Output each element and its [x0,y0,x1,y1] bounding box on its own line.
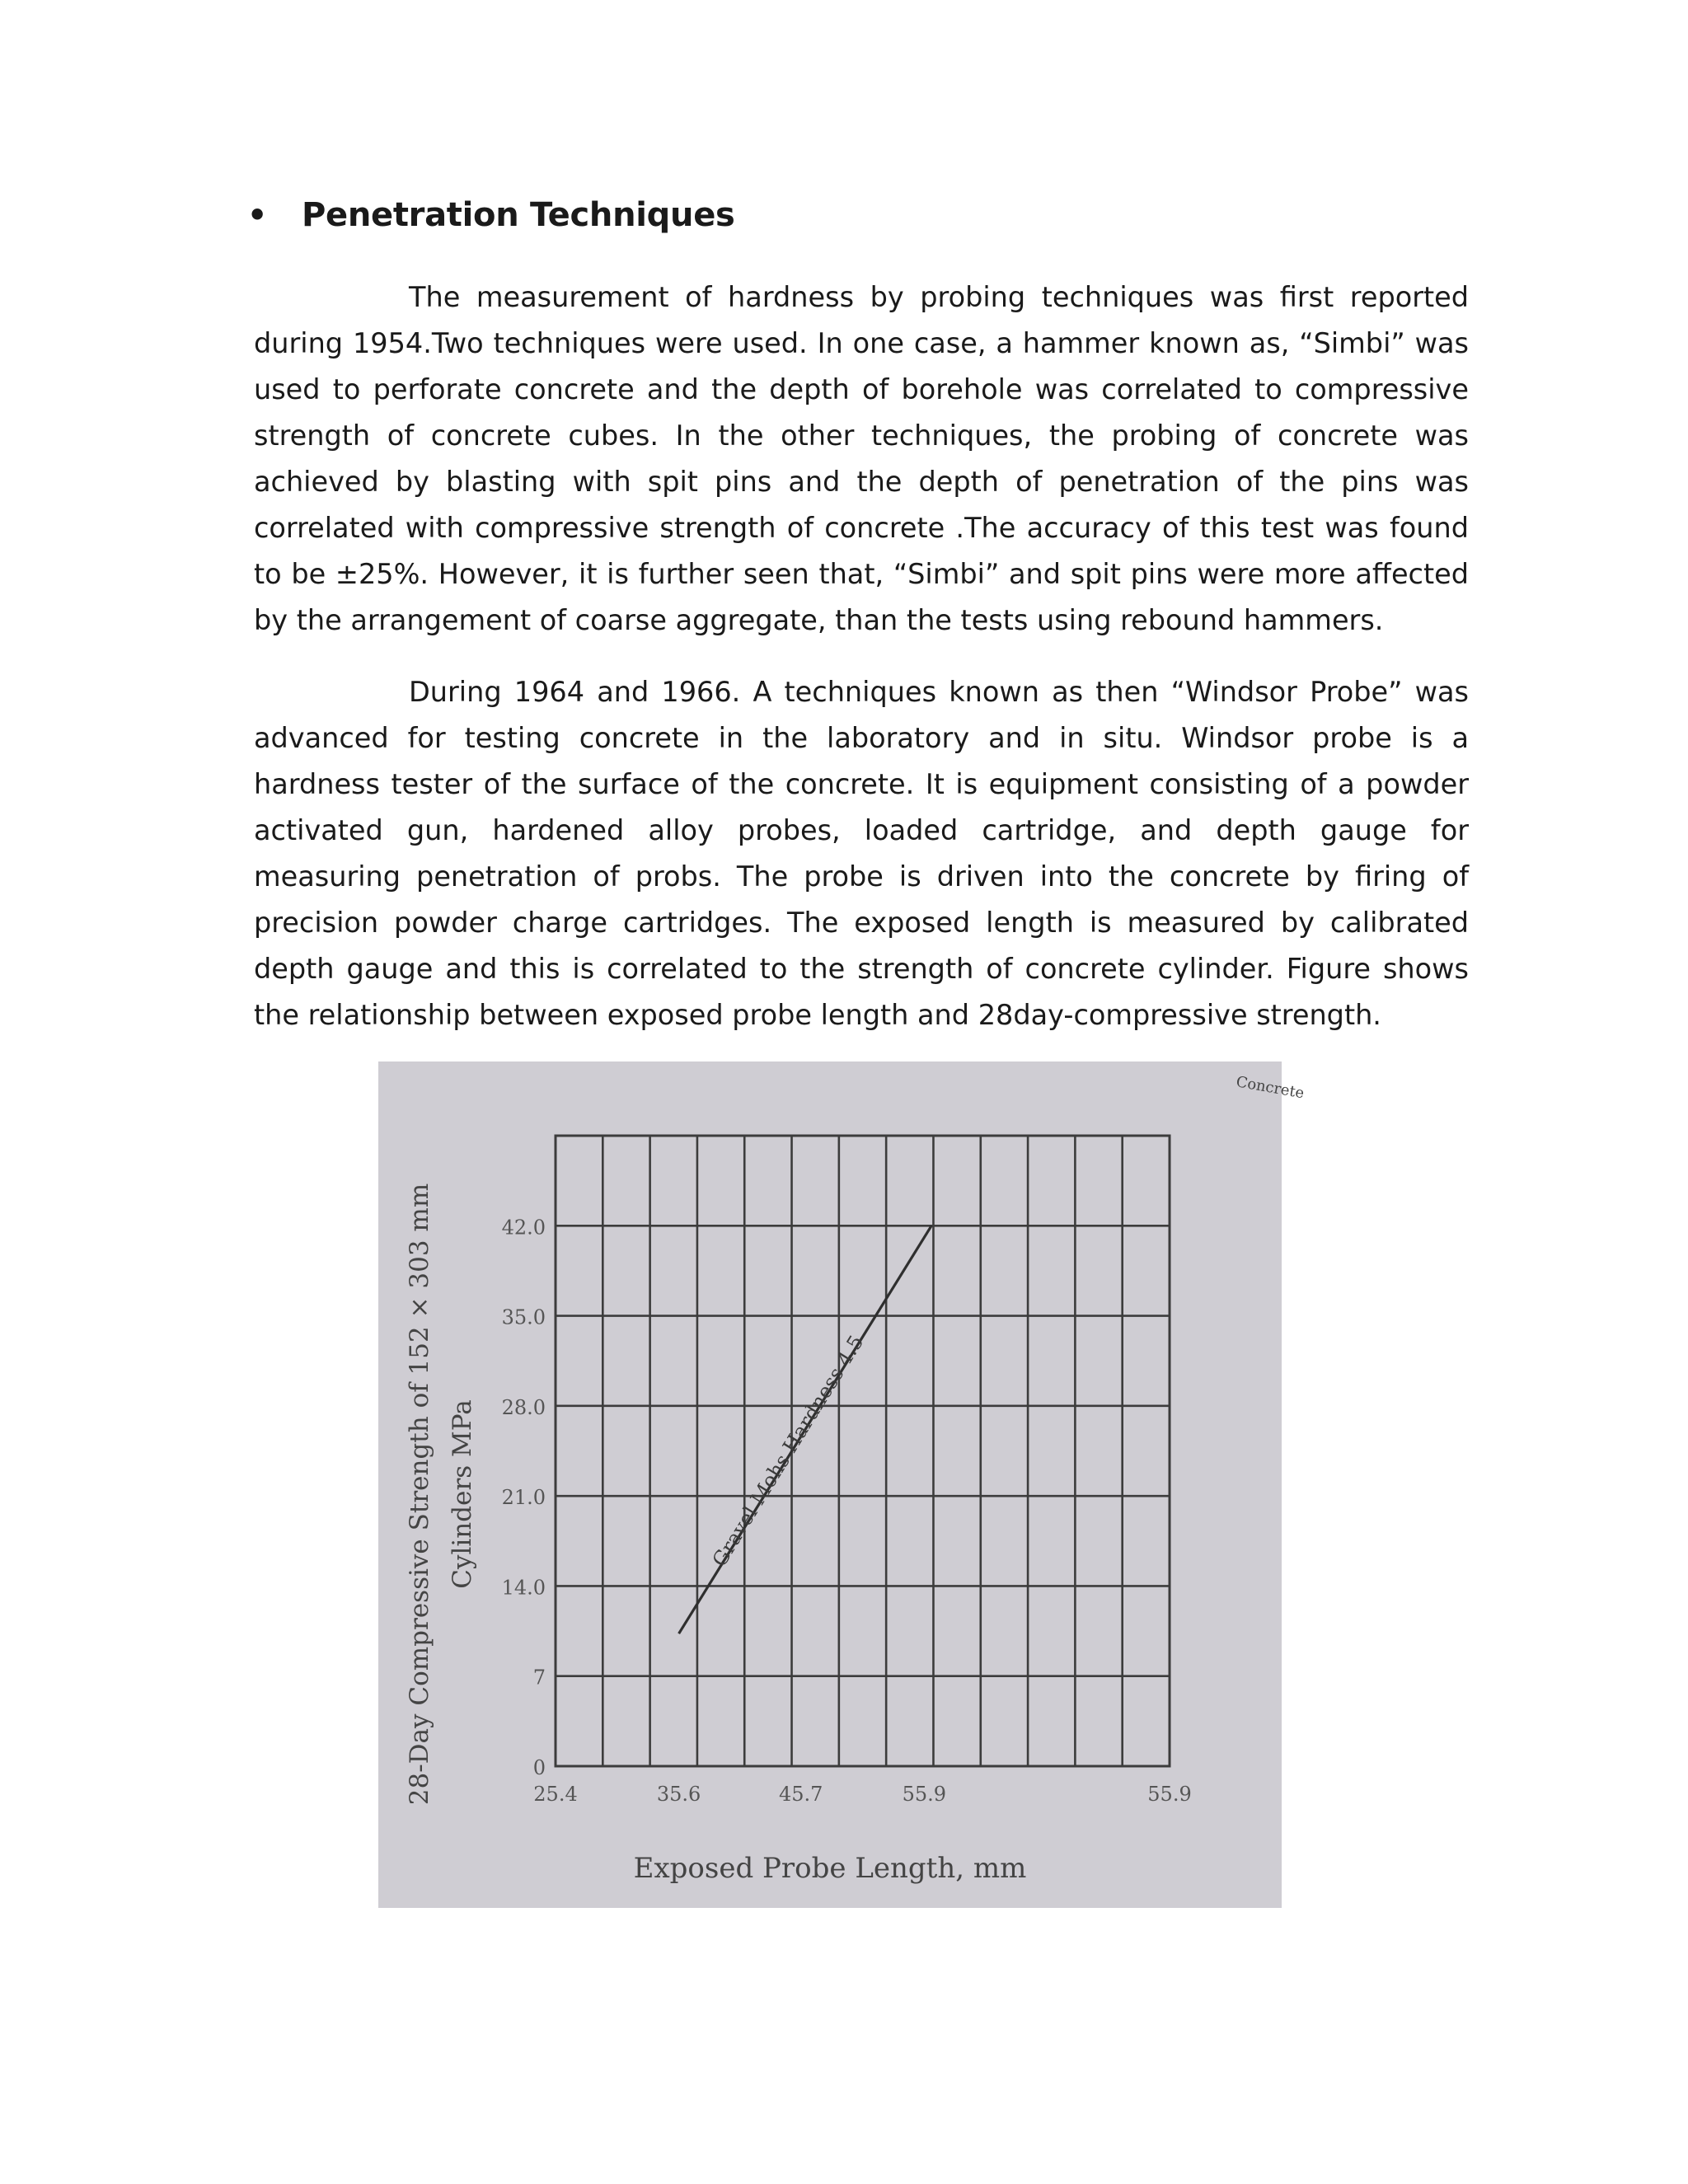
figure-chart [378,1062,1306,1908]
paragraph-1-text: The measurement of hardness by probing techniques was first reported during 1954.Two techniques were used. In one case, a hammer known as, “Simbi” was used to perforate concrete and the depth of borehole was correlated to compressive strength of concrete cubes. In the other techniques, the probing of concrete was achieved by blasting with spit pins and the depth of penetration of the pins was correlated with compressive strength of concrete .The accuracy of this test was found to be ±25%. However, it is further seen that, “Simbi” and spit pins were more affected by the arrangement of coarse aggregate, than the tests using rebound hammers. [254,281,1469,636]
y-tick-label: 35.0 [501,1305,546,1329]
y-tick-label: 28.0 [501,1395,546,1419]
figure-corner-text: Concrete [1235,1073,1306,1103]
x-tick-label: 55.9 [1147,1783,1192,1806]
x-tick-label: 25.4 [533,1783,578,1806]
chart-svg [378,1062,1306,1908]
section-heading [247,196,735,234]
y-tick-label: 42.0 [501,1216,546,1240]
paragraph-1 [254,274,1469,644]
section-title: Penetration Techniques [302,196,735,234]
y-axis-label-line-2: Cylinders MPa [448,1399,477,1589]
series-label: Gravel Mohs Hardness 4.5 [707,1331,869,1571]
y-tick-label: 21.0 [501,1486,546,1510]
bullet: • [247,197,267,233]
y-tick-label: 0 [532,1756,546,1779]
x-axis-label: Exposed Probe Length, mm [633,1852,1027,1885]
paragraph-2 [254,669,1469,1038]
x-tick-label: 45.7 [778,1783,823,1806]
y-tick-label: 14.0 [501,1576,546,1600]
y-axis-label-line-1: 28-Day Compressive Strength of 152 × 303 mm [405,1183,434,1806]
plot-frame [556,1136,1170,1766]
paragraph-2-text: During 1964 and 1966. A techniques known as then “Windsor Probe” was advanced for testing concrete in the laboratory and in situ. Windsor probe is a hardness tester of the surface of the concrete. It is equipment consisting of a powder activated gun, hardened alloy probes, loaded cartridge, and depth gauge for measuring penetration of probs. The probe is driven into the concrete by firing of precision powder charge cartridges. The exposed length is measured by calibrated depth gauge and this is correlated to the strength of concrete cylinder. Figure shows the relationship between exposed probe length and 28day-compressive strength. [254,676,1469,1031]
x-tick-label: 55.9 [902,1783,947,1806]
y-tick-label: 7 [532,1666,546,1690]
x-tick-label: 35.6 [656,1783,701,1806]
